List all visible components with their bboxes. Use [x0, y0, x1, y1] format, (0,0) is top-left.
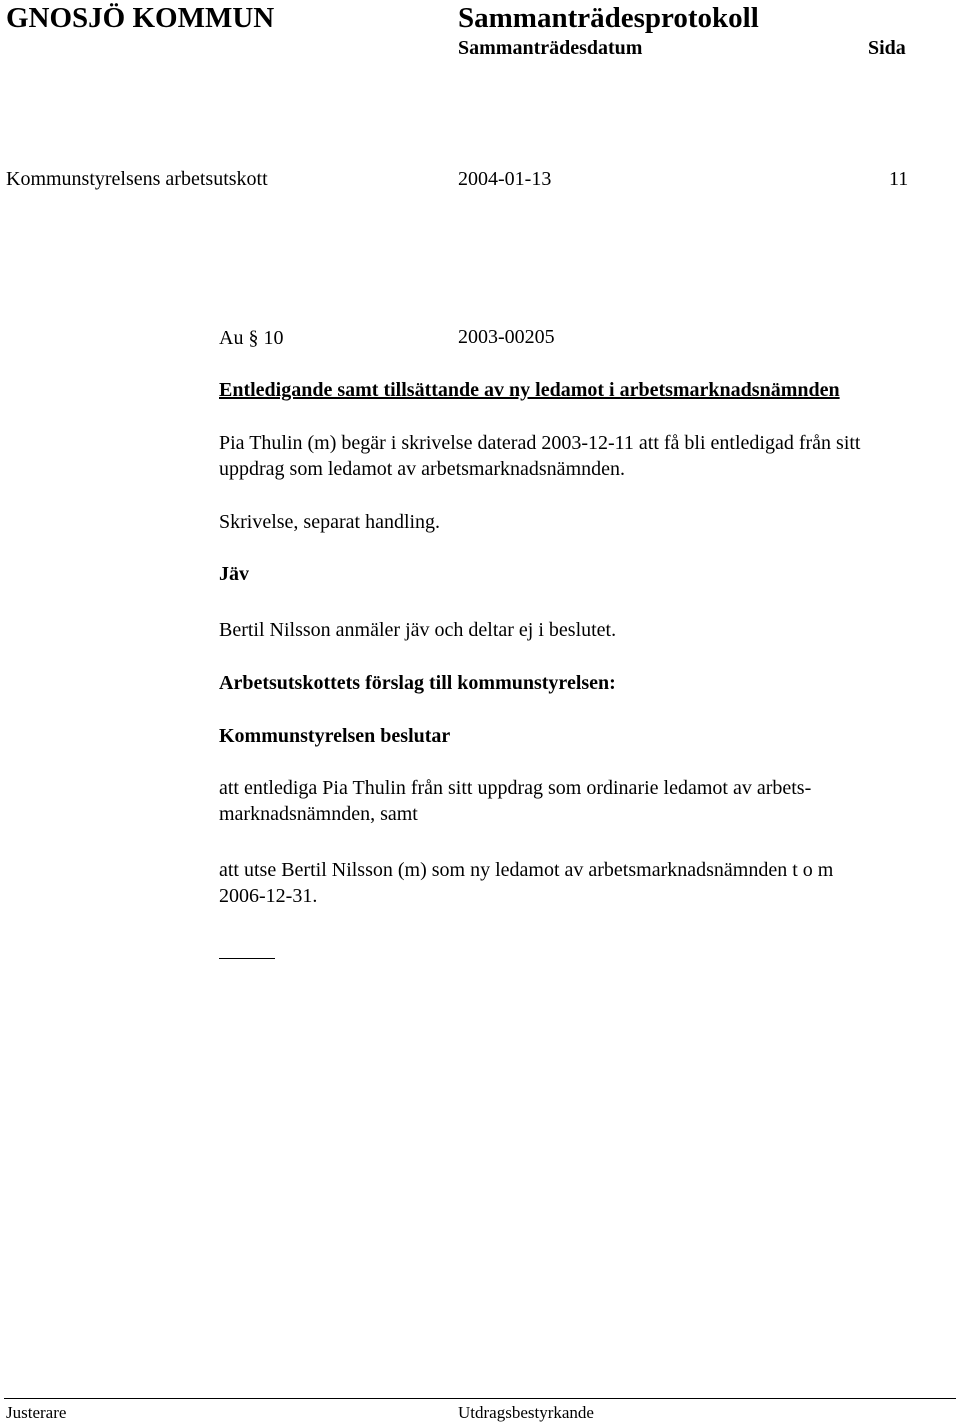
paragraph-attachment: Skrivelse, separat handling. [219, 511, 441, 533]
decision-heading: Kommunstyrelsen beslutar [219, 725, 451, 747]
committee-name: Kommunstyrelsens arbetsutskott [6, 168, 268, 190]
decision-item-appoint [219, 857, 833, 909]
extract-certification-label: Utdragsbestyrkande [458, 1403, 594, 1422]
meeting-date-label: Sammanträdesdatum [458, 37, 643, 59]
paragraph-conflict: Bertil Nilsson anmäler jäv och deltar ej i beslutet. [219, 619, 617, 641]
case-title: Entledigande samt tillsättande av ny ledamot i arbetsmarknadsnämnden [219, 379, 840, 401]
signatory-label: Justerare [6, 1403, 67, 1422]
section-end-rule [219, 958, 275, 959]
meeting-date-value: 2004-01-13 [458, 168, 552, 190]
document-type-title: Sammanträdesprotokoll [458, 2, 759, 34]
conflict-of-interest-heading: Jäv [219, 563, 249, 585]
section-number: Au § 10 [219, 327, 284, 349]
paragraph-line: att utse Bertil Nilsson (m) som ny ledamot av arbetsmarknadsnämnden t o m [219, 859, 834, 881]
paragraph-request [219, 430, 860, 482]
paragraph-line: Pia Thulin (m) begär i skrivelse daterad 2003-12-11 att få bli entledigad från sitt [219, 432, 861, 454]
organization-name: GNOSJÖ KOMMUN [6, 2, 275, 34]
case-number: 2003-00205 [458, 326, 555, 348]
paragraph-line: uppdrag som ledamot av arbetsmarknadsnämnden. [219, 458, 625, 480]
paragraph-line: att entlediga Pia Thulin från sitt uppdrag som ordinarie ledamot av arbets- [219, 777, 812, 799]
page-number: 11 [889, 168, 909, 190]
proposal-heading: Arbetsutskottets förslag till kommunstyrelsen: [219, 672, 616, 694]
paragraph-line: marknadsnämnden, samt [219, 803, 418, 825]
paragraph-line: 2006-12-31. [219, 885, 318, 907]
footer-divider [4, 1398, 956, 1399]
page-label: Sida [868, 37, 906, 59]
decision-item-dismiss [219, 775, 811, 827]
